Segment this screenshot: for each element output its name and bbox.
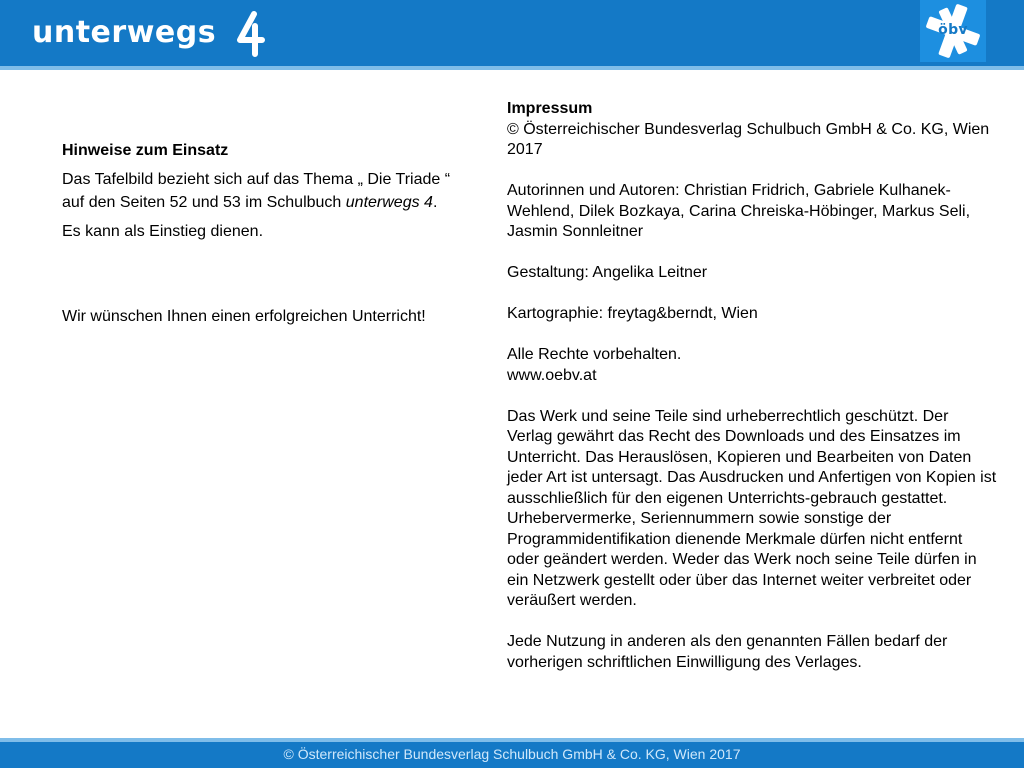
notes-paragraph-1-end: . — [432, 194, 438, 211]
header-accent-line — [0, 66, 1024, 70]
brand-logo — [32, 8, 268, 58]
brand-word: unterwegs — [32, 15, 217, 50]
notes-paragraph-1-text: Das Tafelbild bezieht sich auf das Thema „ Die Triade “ auf den Seiten 52 und 53 im Schulbuch — [62, 171, 451, 211]
brand-number-4 — [234, 8, 268, 58]
impressum-copyright: © Österreichischer Bundesverlag Schulbuch GmbH & Co. KG, Wien 2017 — [507, 120, 990, 158]
notes-paragraph-1 — [62, 168, 462, 214]
impressum-cartography: Kartographie: freytag&berndt, Wien — [507, 305, 758, 322]
impressum-heading: Impressum — [507, 100, 593, 117]
header-bar — [0, 0, 1024, 66]
impressum-usage: Jede Nutzung in anderen als den genannten Fällen bedarf der vorherigen schriftlichen Einwilligung des Verlages. — [507, 633, 948, 671]
oebv-logo-text: öbv — [938, 22, 968, 38]
impressum-rights-block — [507, 345, 997, 386]
book-title: unterwegs 4 — [345, 194, 433, 211]
impressum — [507, 99, 997, 694]
footer-copyright: © Österreichischer Bundesverlag Schulbuch GmbH & Co. KG, Wien 2017 — [283, 746, 741, 762]
impressum-authors: Autorinnen und Autoren: Christian Fridrich, Gabriele Kulhanek-Wehlend, Dilek Bozkaya, Carina Chreiska-Höbinger, Markus Seli, Jasmin Sonnleitner — [507, 182, 971, 240]
footer-bar — [0, 742, 1024, 768]
impressum-block — [507, 99, 997, 161]
impressum-rights: Alle Rechte vorbehalten. — [507, 346, 682, 363]
closing-line: Wir wünschen Ihnen einen erfolgreichen Unterricht! — [62, 308, 426, 325]
usage-notes — [62, 139, 462, 334]
impressum-url[interactable]: www.oebv.at — [507, 366, 597, 384]
notes-heading: Hinweise zum Einsatz — [62, 142, 229, 159]
impressum-design: Gestaltung: Angelika Leitner — [507, 264, 708, 281]
notes-paragraph-2: Es kann als Einstieg dienen. — [62, 223, 264, 240]
impressum-legal: Das Werk und seine Teile sind urheberrechtlich geschützt. Der Verlag gewährt das Recht des Downloads und des Einsatzes im Unterricht. Das Herauslösen, Kopieren und Bearbeiten von Daten jeder Art ist untersagt. Das Ausdrucken und Anfertigen von Kopien ist ausschließlich für den eigenen Unterrichts-gebrauch gestattet. Urhebervermerke, Seriennummern sowie sonstige der Programmidentifikation dienende Merkmale dürfen nicht entfernt oder geändert werden. Weder das Werk noch seine Teile dürfen in ein Netzwerk gestellt oder über das Internet weiter verbreitet oder veräußert werden. — [507, 407, 997, 609]
oebv-logo[interactable] — [920, 0, 986, 62]
